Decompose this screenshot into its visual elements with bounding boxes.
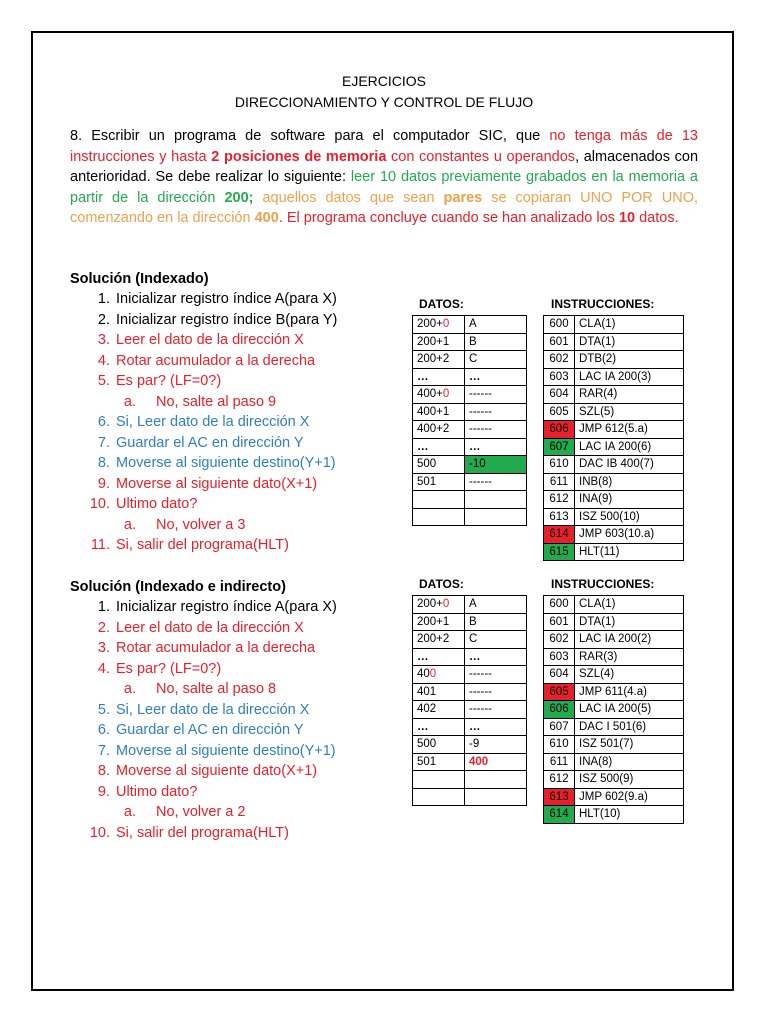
datos-row [413, 648, 527, 666]
datos-row [413, 368, 527, 386]
instruction-address: 602 [544, 351, 575, 369]
instruction-row [544, 666, 684, 684]
statement-segment: 10 [618, 210, 636, 226]
instruction-text: INB(8) [575, 473, 684, 491]
instruction-address: 611 [544, 473, 575, 491]
instruction-address: 610 [544, 456, 575, 474]
instrucciones-table-2 [543, 595, 684, 824]
datos-row [413, 316, 527, 334]
datos-value [465, 491, 527, 509]
instruction-address: 603 [544, 648, 575, 666]
datos-table-2 [412, 595, 527, 806]
datos-address [413, 403, 465, 421]
step-number: 8. [97, 763, 110, 779]
address-part: 401 [417, 685, 437, 698]
datos-label-2: DATOS: [419, 577, 464, 591]
step-number: 11. [90, 537, 110, 553]
statement-segment: datos. [635, 210, 679, 226]
datos-value: -10 [465, 456, 527, 474]
statement-segment: , almacenados con anterioridad. Se debe realizar lo siguiente: [70, 148, 699, 185]
instruction-row [544, 701, 684, 719]
step-text: Inicializar registro índice A(para X) [116, 599, 337, 615]
instruction-row [544, 543, 684, 561]
instruction-row [544, 421, 684, 439]
instruction-row [544, 613, 684, 631]
instruction-text: DTB(2) [575, 351, 684, 369]
instruction-address: 612 [544, 491, 575, 509]
instruction-row [544, 718, 684, 736]
datos-row [413, 736, 527, 754]
instruction-text: ISZ 501(7) [575, 736, 684, 754]
datos-row [413, 631, 527, 649]
statement-segment: no tenga más de 13 instrucciones y hasta [70, 128, 698, 165]
datos-value [465, 771, 527, 789]
datos-row [413, 683, 527, 701]
datos-address [413, 753, 465, 771]
datos-address [413, 368, 465, 386]
datos-address [413, 456, 465, 474]
address-part: 400+2 [417, 423, 450, 436]
step-number: 4. [97, 660, 110, 677]
address-part: 200+1 [417, 335, 450, 348]
datos-value: 400 [465, 753, 527, 771]
address-part: 0 [442, 318, 450, 331]
instruction-address: 600 [544, 316, 575, 334]
step-number: 10. [89, 496, 110, 512]
instrucciones-table-1 [543, 315, 684, 561]
datos-address [413, 421, 465, 439]
datos-value: C [465, 631, 527, 649]
instruction-text: ISZ 500(10) [575, 508, 684, 526]
datos-row [413, 718, 527, 736]
address-part: 200+1 [417, 615, 450, 628]
solution-indirecto-title: Solución (Indexado e indirecto) [70, 579, 286, 595]
step-text: Si, Leer dato de la dirección X [116, 414, 310, 430]
problem-statement [70, 126, 698, 229]
datos-address [413, 701, 465, 719]
datos-address [413, 666, 465, 684]
datos-value: ------ [465, 666, 527, 684]
step-text: Es par? (LF=0?) [116, 373, 222, 389]
instruction-row [544, 456, 684, 474]
step-number: 5. [97, 373, 110, 389]
instruction-row [544, 403, 684, 421]
datos-value: ------ [465, 473, 527, 491]
instruction-text: DAC I 501(6) [575, 718, 684, 736]
datos-row [413, 386, 527, 404]
datos-value: ------ [465, 701, 527, 719]
step-number: 2. [97, 311, 110, 328]
doc-title: EJERCICIOS [341, 73, 426, 89]
address-part: … [417, 650, 429, 663]
step-text: No, salte al paso 8 [156, 681, 277, 697]
address-part: 200+ [417, 598, 443, 611]
instruction-address: 602 [544, 631, 575, 649]
statement-segment: con constantes u operandos [386, 148, 576, 165]
instruction-address: 604 [544, 386, 575, 404]
address-part: 0 [442, 598, 450, 611]
datos-row [413, 333, 527, 351]
datos-address [413, 316, 465, 334]
instruction-address: 615 [544, 543, 575, 561]
step-number: 7. [97, 434, 110, 451]
address-part: 200+2 [417, 633, 450, 646]
address-part: 501 [417, 755, 437, 768]
step-number: 9. [97, 783, 110, 800]
instruction-text: JMP 611(4.a) [575, 683, 684, 701]
instruction-address: 606 [544, 421, 575, 439]
datos-row [413, 701, 527, 719]
datos-row [413, 613, 527, 631]
instruction-text: DAC IB 400(7) [575, 456, 684, 474]
instruction-row [544, 753, 684, 771]
instruction-address: 600 [544, 596, 575, 614]
datos-value: … [465, 648, 527, 666]
address-part: 400+1 [417, 405, 450, 418]
datos-address [413, 491, 465, 509]
statement-segment: aquellos datos que sean [253, 189, 444, 206]
datos-table-1 [412, 315, 527, 526]
step-text: Si, salir del programa(HLT) [116, 824, 289, 841]
instruction-text: ISZ 500(9) [575, 771, 684, 789]
datos-value: A [465, 316, 527, 334]
step-text: Inicializar registro índice B(para Y) [116, 311, 338, 328]
step-text: Si, salir del programa(HLT) [116, 537, 289, 553]
step-text: No, volver a 3 [156, 516, 246, 533]
instruction-row [544, 526, 684, 544]
instruction-row [544, 491, 684, 509]
instruction-row [544, 386, 684, 404]
instrucciones-label-1: INSTRUCCIONES: [551, 297, 655, 311]
datos-address [413, 473, 465, 491]
datos-value: … [465, 368, 527, 386]
statement-segment: . El programa concluye cuando se han analizado los [278, 210, 619, 226]
instruction-address: 613 [544, 788, 575, 806]
datos-row [413, 771, 527, 789]
step-number: 5. [97, 701, 110, 718]
datos-row [413, 508, 527, 526]
datos-address [413, 351, 465, 369]
instruction-text: LAC IA 200(3) [575, 368, 684, 386]
datos-row [413, 351, 527, 369]
datos-address [413, 508, 465, 526]
datos-address [413, 386, 465, 404]
datos-value: B [465, 333, 527, 351]
datos-value: B [465, 613, 527, 631]
instruction-address: 605 [544, 403, 575, 421]
step-number: a. [123, 804, 136, 820]
instruction-address: 607 [544, 438, 575, 456]
step-number: 4. [97, 352, 110, 369]
step-text: Leer el dato de la dirección X [116, 332, 304, 348]
instruction-text: HLT(11) [575, 543, 684, 561]
datos-row [413, 491, 527, 509]
instruction-address: 614 [544, 806, 575, 824]
datos-address [413, 438, 465, 456]
statement-segment: 2 posiciones de memoria [211, 148, 387, 165]
datos-value: … [465, 718, 527, 736]
statement-segment: leer 10 datos previamente grabados en la memoria a partir de la dirección [70, 169, 698, 206]
step-number: a. [123, 393, 136, 410]
datos-row [413, 473, 527, 491]
instruction-row [544, 316, 684, 334]
datos-value: A [465, 596, 527, 614]
instruction-row [544, 771, 684, 789]
datos-row [413, 403, 527, 421]
step-number: 3. [97, 332, 110, 348]
datos-value: C [465, 351, 527, 369]
instruction-address: 611 [544, 753, 575, 771]
instruction-address: 605 [544, 683, 575, 701]
step-text: Si, Leer dato de la dirección X [116, 701, 310, 718]
datos-address [413, 613, 465, 631]
step-number: 6. [97, 414, 110, 430]
step-text: Inicializar registro índice A(para X) [116, 291, 337, 307]
step-number: 6. [97, 722, 110, 738]
instruction-text: DTA(1) [575, 613, 684, 631]
instruction-text: LAC IA 200(5) [575, 701, 684, 719]
step-text: Es par? (LF=0?) [116, 660, 222, 677]
address-part: … [417, 720, 429, 733]
step-text: Moverse al siguiente dato(X+1) [116, 763, 318, 779]
instruction-text: DTA(1) [575, 333, 684, 351]
datos-row [413, 788, 527, 806]
datos-row [413, 666, 527, 684]
statement-segment: 8. Escribir un programa de software para el computador SIC, que [70, 128, 550, 144]
step-number: a. [123, 681, 136, 697]
instruction-text: CLA(1) [575, 596, 684, 614]
address-part: 501 [417, 475, 437, 488]
instruction-row [544, 473, 684, 491]
datos-value: -9 [465, 736, 527, 754]
step-text: No, volver a 2 [156, 804, 246, 820]
instruction-text: INA(8) [575, 753, 684, 771]
address-part: … [417, 370, 429, 383]
instruction-text: LAC IA 200(6) [575, 438, 684, 456]
instruction-row [544, 806, 684, 824]
step-text: Moverse al siguiente destino(Y+1) [116, 742, 336, 759]
datos-value [465, 508, 527, 526]
instruction-row [544, 788, 684, 806]
step-text: No, salte al paso 9 [156, 393, 277, 410]
statement-segment: se copiaran UNO POR UNO, comenzando en la dirección [70, 189, 698, 226]
instruction-text: SZL(5) [575, 403, 684, 421]
instruction-text: JMP 602(9.a) [575, 788, 684, 806]
instruction-text: JMP 612(5.a) [575, 421, 684, 439]
instruction-address: 603 [544, 368, 575, 386]
address-part: 200+ [417, 318, 443, 331]
step-number: 3. [97, 640, 110, 656]
instruction-row [544, 648, 684, 666]
instruction-address: 604 [544, 666, 575, 684]
instruction-text: SZL(4) [575, 666, 684, 684]
instruction-address: 610 [544, 736, 575, 754]
instruction-address: 601 [544, 333, 575, 351]
address-part: 0 [429, 668, 437, 681]
doc-subtitle: DIRECCIONAMIENTO Y CONTROL DE FLUJO [234, 94, 534, 110]
instruction-row [544, 683, 684, 701]
step-number: a. [123, 516, 136, 533]
datos-row [413, 753, 527, 771]
step-text: Moverse al siguiente destino(Y+1) [116, 455, 336, 471]
datos-value: ------ [465, 421, 527, 439]
step-number: 2. [97, 619, 110, 636]
step-text: Ultimo dato? [116, 496, 198, 512]
address-part: 40 [417, 668, 430, 681]
step-text: Guardar el AC en dirección Y [116, 722, 304, 738]
datos-address [413, 788, 465, 806]
instruction-row [544, 596, 684, 614]
step-text: Rotar acumulador a la derecha [116, 640, 316, 656]
datos-value: ------ [465, 386, 527, 404]
instruction-row [544, 438, 684, 456]
datos-address [413, 333, 465, 351]
step-text: Rotar acumulador a la derecha [116, 352, 316, 369]
address-part: 0 [442, 388, 450, 401]
instruction-address: 601 [544, 613, 575, 631]
instruction-text: HLT(10) [575, 806, 684, 824]
instruction-text: LAC IA 200(2) [575, 631, 684, 649]
step-text: Moverse al siguiente dato(X+1) [116, 475, 318, 492]
instruction-text: INA(9) [575, 491, 684, 509]
datos-row [413, 456, 527, 474]
datos-address [413, 631, 465, 649]
step-number: 7. [97, 742, 110, 759]
step-number: 1. [97, 599, 110, 615]
address-part: 400+ [417, 388, 443, 401]
datos-value: … [465, 438, 527, 456]
step-text: Ultimo dato? [116, 783, 198, 800]
datos-value: ------ [465, 683, 527, 701]
datos-address [413, 771, 465, 789]
datos-value: ------ [465, 403, 527, 421]
instruction-row [544, 631, 684, 649]
datos-address [413, 683, 465, 701]
step-number: 10. [89, 824, 110, 841]
statement-segment: 400 [254, 210, 279, 226]
instrucciones-label-2: INSTRUCCIONES: [551, 577, 655, 591]
statement-segment: pares [443, 189, 483, 206]
instruction-row [544, 508, 684, 526]
datos-address [413, 736, 465, 754]
instruction-text: RAR(3) [575, 648, 684, 666]
instruction-address: 614 [544, 526, 575, 544]
datos-address [413, 648, 465, 666]
datos-row [413, 596, 527, 614]
instruction-row [544, 351, 684, 369]
instruction-address: 613 [544, 508, 575, 526]
datos-row [413, 421, 527, 439]
instruction-address: 607 [544, 718, 575, 736]
step-number: 1. [97, 291, 110, 307]
address-part: 500 [417, 458, 437, 471]
instruction-row [544, 333, 684, 351]
instruction-address: 612 [544, 771, 575, 789]
statement-segment: 200; [224, 189, 254, 206]
datos-address [413, 718, 465, 736]
step-text: Guardar el AC en dirección Y [116, 434, 304, 451]
datos-row [413, 438, 527, 456]
datos-value [465, 788, 527, 806]
datos-address [413, 596, 465, 614]
address-part: 200+2 [417, 353, 450, 366]
instruction-text: JMP 603(10.a) [575, 526, 684, 544]
datos-label-1: DATOS: [419, 297, 464, 311]
instruction-row [544, 736, 684, 754]
step-number: 8. [97, 455, 110, 471]
instruction-row [544, 368, 684, 386]
address-part: … [417, 440, 429, 453]
step-number: 9. [97, 475, 110, 492]
instruction-text: CLA(1) [575, 316, 684, 334]
solution-indexado-title: Solución (Indexado) [70, 271, 209, 287]
step-text: Leer el dato de la dirección X [116, 619, 304, 636]
address-part: 500 [417, 738, 437, 751]
instruction-address: 606 [544, 701, 575, 719]
address-part: 402 [417, 703, 437, 716]
instruction-text: RAR(4) [575, 386, 684, 404]
